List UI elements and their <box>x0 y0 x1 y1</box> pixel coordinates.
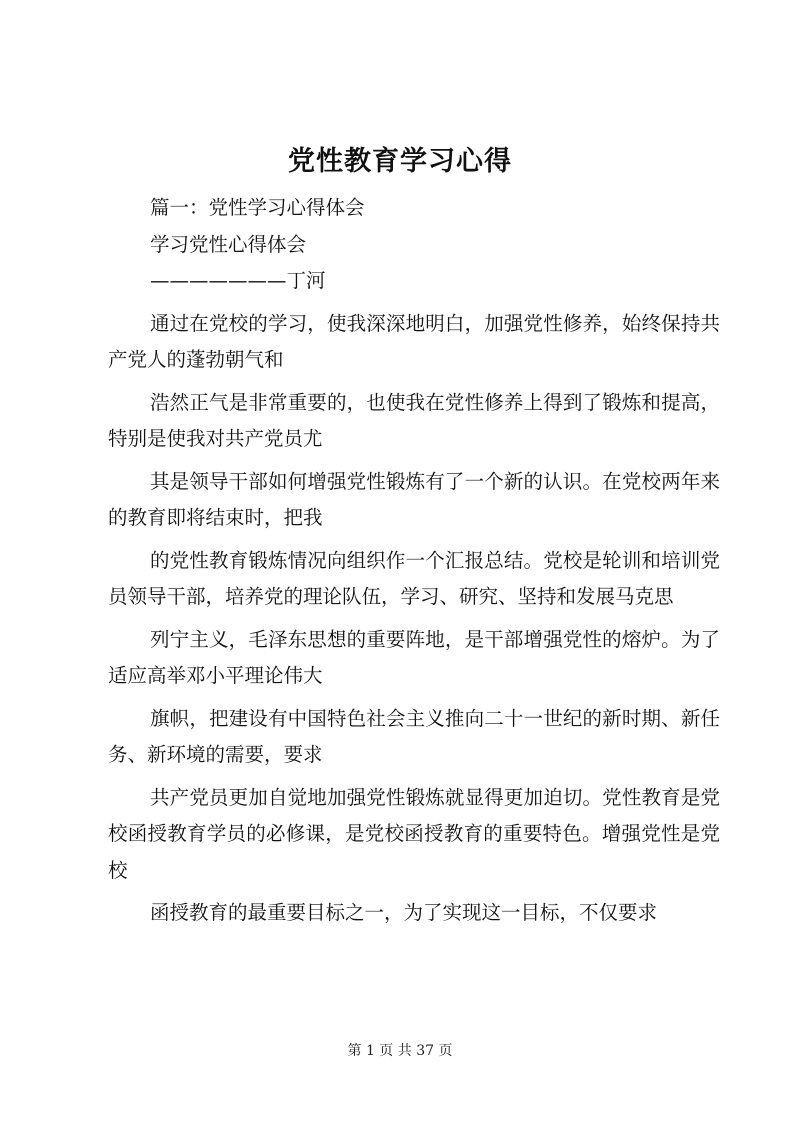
article-title: 学习党性心得体会 <box>150 232 307 256</box>
author-line: ———————丁河 <box>150 269 326 292</box>
paragraph: 浩然正气是非常重要的，也使我在党性修养上得到了锻炼和提高，特别是使我对共产党员尤 <box>108 390 720 450</box>
chapter-heading: 篇一：党性学习心得体会 <box>150 196 365 219</box>
paragraph: 其是领导干部如何增强党性锻炼有了一个新的认识。在党校两年来的教育即将结束时，把我 <box>108 469 720 529</box>
paragraph: 列宁主义，毛泽东思想的重要阵地，是干部增强党性的熔炉。为了适应高举邓小平理论伟大 <box>108 627 720 687</box>
paragraph: 旗帜，把建设有中国特色社会主义推向二十一世纪的新时期、新任务、新环境的需要，要求 <box>108 706 720 766</box>
document-body <box>108 190 720 932</box>
document-title: 党性教育学习心得 <box>288 146 512 177</box>
paragraph: 的党性教育锻炼情况向组织作一个汇报总结。党校是轮训和培训党员领导干部，培养党的理论队伍，学习、研究、坚持和发展马克思 <box>108 548 720 608</box>
paragraph: 共产党员更加自觉地加强党性锻炼就显得更加迫切。党性教育是党校函授教育学员的必修课，是党校函授教育的重要特色。增强党性是党校 <box>108 785 720 882</box>
page-number-footer: 第 1 页 共 37 页 <box>347 1043 453 1059</box>
paragraph: 通过在党校的学习，使我深深地明白，加强党性修养，始终保持共产党人的蓬勃朝气和 <box>108 311 720 371</box>
paragraph: 函授教育的最重要目标之一，为了实现这一目标，不仅要求 <box>150 901 658 924</box>
